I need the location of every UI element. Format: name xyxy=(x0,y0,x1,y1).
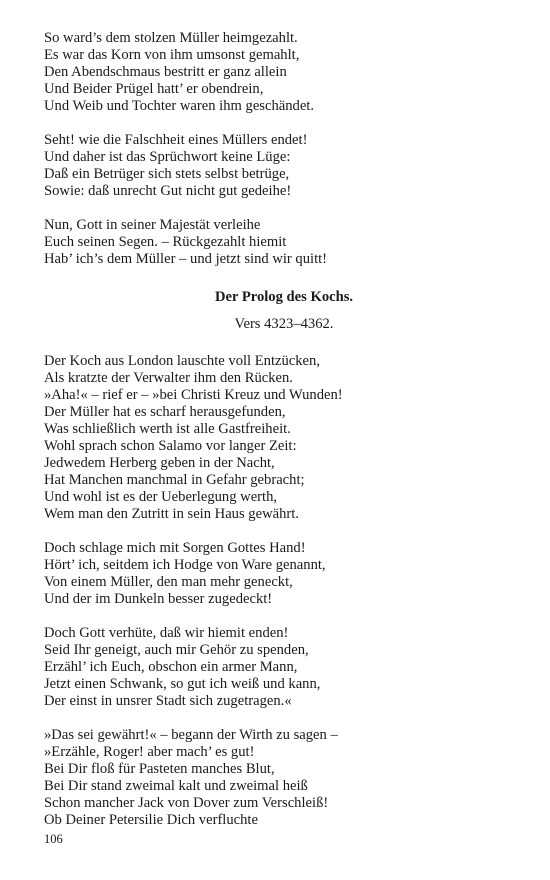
stanza xyxy=(44,727,514,829)
page-body xyxy=(44,30,514,829)
verse-line: Hört’ ich, seitdem ich Hodge von Ware genannt, xyxy=(44,557,326,573)
verse-line: Es war das Korn von ihm umsonst gemahlt, xyxy=(44,47,300,63)
verse-line: Schon mancher Jack von Dover zum Verschleiß! xyxy=(44,795,329,811)
verse-line: Als kratzte der Verwalter ihm den Rücken. xyxy=(44,370,293,386)
verse-line: Von einem Müller, den man mehr geneckt, xyxy=(44,574,293,590)
verse-line: Und wohl ist es der Ueberlegung werth, xyxy=(44,489,278,505)
verse-line: »Erzähle, Roger! aber mach’ es gut! xyxy=(44,744,255,760)
stanza xyxy=(44,217,514,268)
verse-line: Und Beider Prügel hatt’ er obendrein, xyxy=(44,81,264,97)
section-verse-range: Vers 4323–4362. xyxy=(234,316,334,332)
stanza xyxy=(44,132,514,200)
verse-line: Ob Deiner Petersilie Dich verfluchte xyxy=(44,812,258,828)
stanza xyxy=(44,353,514,523)
verse-line: Der einst in unsrer Stadt sich zugetragen.« xyxy=(44,693,292,709)
verse-line: Den Abendschmaus bestritt er ganz allein xyxy=(44,64,287,80)
verse-line: Euch seinen Segen. – Rückgezahlt hiemit xyxy=(44,234,287,250)
verse-line: Doch Gott verhüte, daß wir hiemit enden! xyxy=(44,625,289,641)
verse-line: Jetzt einen Schwank, so gut ich weiß und kann, xyxy=(44,676,321,692)
verse-line: Bei Dir stand zweimal kalt und zweimal heiß xyxy=(44,778,308,794)
verse-line: Nun, Gott in seiner Majestät verleihe xyxy=(44,217,261,233)
verse-line: So ward’s dem stolzen Müller heimgezahlt. xyxy=(44,30,298,46)
verse-line: Und daher ist das Sprüchwort keine Lüge: xyxy=(44,149,291,165)
verse-line: Und Weib und Tochter waren ihm geschändet. xyxy=(44,98,315,114)
verse-line: Was schließlich werth ist alle Gastfreiheit. xyxy=(44,421,291,437)
verse-line: Der Müller hat es scharf herausgefunden, xyxy=(44,404,286,420)
verse-line: »Das sei gewährt!« – begann der Wirth zu sagen – xyxy=(44,727,338,743)
verse-line: Bei Dir floß für Pasteten manches Blut, xyxy=(44,761,275,777)
verse-line: »Aha!« – rief er – »bei Christi Kreuz und Wunden! xyxy=(44,387,343,403)
verse-line: Der Koch aus London lauschte voll Entzücken, xyxy=(44,353,320,369)
verse-line: Seht! wie die Falschheit eines Müllers endet! xyxy=(44,132,308,148)
verse-line: Hab’ ich’s dem Müller – und jetzt sind wir quitt! xyxy=(44,251,328,267)
verse-line: Jedwedem Herberg geben in der Nacht, xyxy=(44,455,275,471)
verse-line: Und der im Dunkeln besser zugedeckt! xyxy=(44,591,273,607)
verse-line: Seid Ihr geneigt, auch mir Gehör zu spenden, xyxy=(44,642,309,658)
verse-line: Hat Manchen manchmal in Gefahr gebracht; xyxy=(44,472,305,488)
stanza xyxy=(44,30,514,115)
verse-line: Erzähl’ ich Euch, obschon ein armer Mann, xyxy=(44,659,298,675)
verse-line: Wohl sprach schon Salamo vor langer Zeit: xyxy=(44,438,297,454)
verse-line: Sowie: daß unrecht Gut nicht gut gedeihe! xyxy=(44,183,292,199)
verse-line: Wem man den Zutritt in sein Haus gewährt. xyxy=(44,506,299,522)
verse-line: Doch schlage mich mit Sorgen Gottes Hand! xyxy=(44,540,306,556)
stanza xyxy=(44,625,514,710)
stanza xyxy=(44,540,514,608)
section-title: Der Prolog des Kochs. xyxy=(214,289,354,305)
verse-line: Daß ein Betrüger sich stets selbst betrüge, xyxy=(44,166,290,182)
page-number: 106 xyxy=(44,832,63,846)
